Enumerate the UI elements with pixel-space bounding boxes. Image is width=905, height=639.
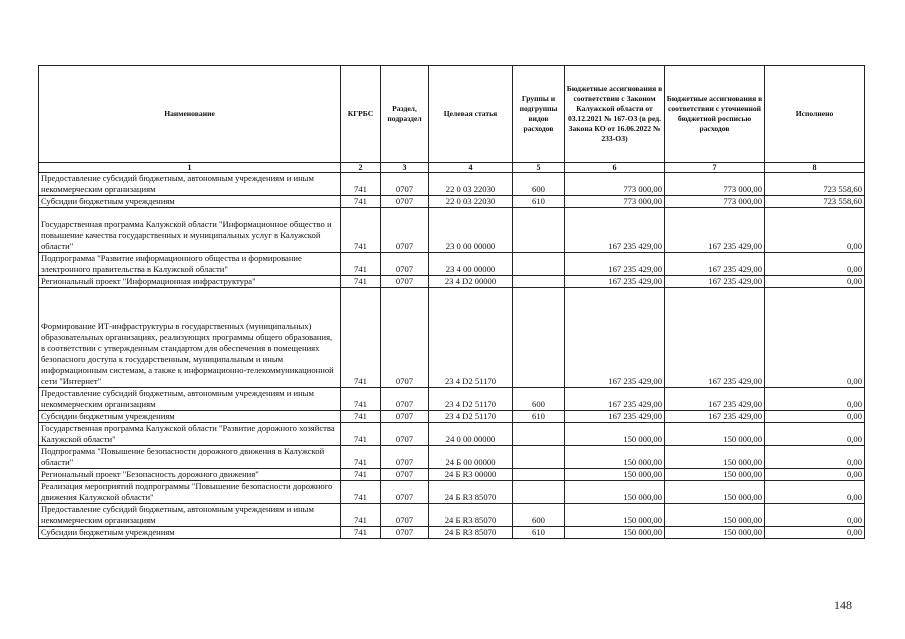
cell-executed: 0,00 — [765, 253, 865, 276]
table-row — [39, 423, 865, 446]
header-executed: Исполнено — [765, 66, 865, 163]
cell-budget-law: 167 235 429,00 — [565, 288, 665, 388]
cell-budget-refined: 150 000,00 — [665, 446, 765, 469]
cell-name: Субсидии бюджетным учреждениям — [39, 411, 341, 423]
cell-executed: 0,00 — [765, 504, 865, 527]
header-kgrbs: КГРБС — [341, 66, 381, 163]
cell-target: 23 4 D2 00000 — [429, 276, 513, 288]
cell-name: Региональный проект "Информационная инфраструктура" — [39, 276, 341, 288]
cell-group — [513, 469, 565, 481]
budget-table — [38, 65, 865, 539]
cell-name: Субсидии бюджетным учреждениям — [39, 527, 341, 539]
cell-group: 600 — [513, 388, 565, 411]
table-row — [39, 469, 865, 481]
cell-group — [513, 481, 565, 504]
column-number: 5 — [513, 163, 565, 173]
cell-kgrbs: 741 — [341, 288, 381, 388]
cell-target: 23 4 D2 51170 — [429, 411, 513, 423]
cell-budget-law: 167 235 429,00 — [565, 208, 665, 253]
budget-table-sheet — [38, 65, 864, 539]
cell-budget-refined: 167 235 429,00 — [665, 288, 765, 388]
cell-executed: 0,00 — [765, 288, 865, 388]
cell-executed: 723 558,60 — [765, 173, 865, 196]
cell-name: Государственная программа Калужской области "Информационное общество и повышение качества государственных и муниципальных услуг в Калужской области" — [39, 208, 341, 253]
cell-name: Реализация мероприятий подпрограммы "Повышение безопасности дорожного движения Калужской области" — [39, 481, 341, 504]
cell-section: 0707 — [381, 276, 429, 288]
cell-budget-law: 167 235 429,00 — [565, 276, 665, 288]
cell-kgrbs: 741 — [341, 423, 381, 446]
cell-name: Подпрограмма "Развитие информационного общества и формирование электронного правительства в Калужской области" — [39, 253, 341, 276]
cell-budget-law: 167 235 429,00 — [565, 411, 665, 423]
cell-kgrbs: 741 — [341, 276, 381, 288]
cell-section: 0707 — [381, 196, 429, 208]
cell-kgrbs: 741 — [341, 411, 381, 423]
cell-group: 600 — [513, 504, 565, 527]
cell-budget-refined: 773 000,00 — [665, 173, 765, 196]
table-body — [39, 163, 865, 539]
cell-target: 23 4 D2 51170 — [429, 288, 513, 388]
cell-budget-refined: 150 000,00 — [665, 481, 765, 504]
cell-kgrbs: 741 — [341, 446, 381, 469]
cell-section: 0707 — [381, 253, 429, 276]
cell-executed: 0,00 — [765, 469, 865, 481]
cell-budget-law: 773 000,00 — [565, 196, 665, 208]
table-row — [39, 276, 865, 288]
cell-executed: 0,00 — [765, 388, 865, 411]
column-number: 3 — [381, 163, 429, 173]
cell-budget-refined: 167 235 429,00 — [665, 388, 765, 411]
cell-name: Подпрограмма "Повышение безопасности дорожного движения в Калужской области" — [39, 446, 341, 469]
table-row — [39, 527, 865, 539]
table-row — [39, 173, 865, 196]
cell-section: 0707 — [381, 423, 429, 446]
cell-name: Региональный проект "Безопасность дорожного движения" — [39, 469, 341, 481]
header-row — [39, 66, 865, 163]
cell-target: 24 Б 00 00000 — [429, 446, 513, 469]
cell-target: 24 Б R3 85070 — [429, 527, 513, 539]
header-budget-refined: Бюджетные ассигнования в соответствии с уточненной бюджетной росписью расходов — [665, 66, 765, 163]
cell-section: 0707 — [381, 446, 429, 469]
cell-executed: 0,00 — [765, 527, 865, 539]
cell-section: 0707 — [381, 481, 429, 504]
cell-budget-law: 150 000,00 — [565, 504, 665, 527]
cell-target: 22 0 03 22030 — [429, 196, 513, 208]
cell-group — [513, 253, 565, 276]
cell-name: Предоставление субсидий бюджетным, автономным учреждениям и иным некоммерческим организациям — [39, 388, 341, 411]
cell-budget-law: 150 000,00 — [565, 446, 665, 469]
cell-executed: 0,00 — [765, 446, 865, 469]
cell-name: Формирование ИТ-инфраструктуры в государственных (муниципальных) образовательных организациях, реализующих программы общего образования, в соответствии с утвержденным стандартом для обеспечения в помещениях безопасного доступа к государственным, муниципальным и иным информационным системам, а также к информационно-телекоммуникационной сети "Интернет" — [39, 288, 341, 388]
cell-group — [513, 276, 565, 288]
table-row — [39, 388, 865, 411]
cell-kgrbs: 741 — [341, 504, 381, 527]
cell-kgrbs: 741 — [341, 196, 381, 208]
cell-group — [513, 446, 565, 469]
header-section: Раздел, подраздел — [381, 66, 429, 163]
table-row — [39, 481, 865, 504]
cell-budget-refined: 167 235 429,00 — [665, 208, 765, 253]
cell-target: 24 Б R3 85070 — [429, 504, 513, 527]
cell-section: 0707 — [381, 504, 429, 527]
column-number: 2 — [341, 163, 381, 173]
table-row — [39, 208, 865, 253]
cell-name: Предоставление субсидий бюджетным, автономным учреждениям и иным некоммерческим организациям — [39, 173, 341, 196]
cell-executed: 0,00 — [765, 208, 865, 253]
cell-target: 22 0 03 22030 — [429, 173, 513, 196]
cell-target: 24 0 00 00000 — [429, 423, 513, 446]
cell-target: 23 4 00 00000 — [429, 253, 513, 276]
column-number: 8 — [765, 163, 865, 173]
cell-name: Субсидии бюджетным учреждениям — [39, 196, 341, 208]
cell-executed: 0,00 — [765, 481, 865, 504]
cell-kgrbs: 741 — [341, 208, 381, 253]
cell-name: Государственная программа Калужской области "Развитие дорожного хозяйства Калужской области" — [39, 423, 341, 446]
cell-budget-refined: 167 235 429,00 — [665, 411, 765, 423]
table-row — [39, 288, 865, 388]
cell-target: 24 Б R3 00000 — [429, 469, 513, 481]
cell-section: 0707 — [381, 411, 429, 423]
cell-name: Предоставление субсидий бюджетным, автономным учреждениям и иным некоммерческим организациям — [39, 504, 341, 527]
cell-section: 0707 — [381, 388, 429, 411]
cell-group — [513, 288, 565, 388]
cell-section: 0707 — [381, 173, 429, 196]
header-target: Целевая статья — [429, 66, 513, 163]
cell-group: 610 — [513, 411, 565, 423]
column-number: 7 — [665, 163, 765, 173]
cell-budget-refined: 150 000,00 — [665, 423, 765, 446]
cell-section: 0707 — [381, 527, 429, 539]
cell-budget-law: 150 000,00 — [565, 481, 665, 504]
cell-group — [513, 423, 565, 446]
cell-group: 610 — [513, 196, 565, 208]
column-number: 4 — [429, 163, 513, 173]
cell-kgrbs: 741 — [341, 481, 381, 504]
cell-group — [513, 208, 565, 253]
cell-budget-law: 773 000,00 — [565, 173, 665, 196]
cell-budget-refined: 167 235 429,00 — [665, 276, 765, 288]
cell-budget-refined: 150 000,00 — [665, 469, 765, 481]
cell-budget-law: 150 000,00 — [565, 469, 665, 481]
cell-kgrbs: 741 — [341, 469, 381, 481]
header-name: Наименование — [39, 66, 341, 163]
cell-budget-law: 150 000,00 — [565, 423, 665, 446]
cell-budget-law: 150 000,00 — [565, 527, 665, 539]
cell-target: 23 0 00 00000 — [429, 208, 513, 253]
cell-kgrbs: 741 — [341, 527, 381, 539]
header-budget-law: Бюджетные ассигнования в соответствии с Законом Калужской области от 03.12.2021 № 167-ОЗ (в ред. Закона КО от 16.06.2022 № 233-ОЗ) — [565, 66, 665, 163]
cell-group: 600 — [513, 173, 565, 196]
cell-budget-refined: 150 000,00 — [665, 504, 765, 527]
cell-section: 0707 — [381, 288, 429, 388]
cell-executed: 0,00 — [765, 276, 865, 288]
cell-section: 0707 — [381, 208, 429, 253]
table-row — [39, 504, 865, 527]
cell-budget-refined: 150 000,00 — [665, 527, 765, 539]
cell-executed: 723 558,60 — [765, 196, 865, 208]
column-number: 1 — [39, 163, 341, 173]
cell-group: 610 — [513, 527, 565, 539]
header-groups: Группы и подгруппы видов расходов — [513, 66, 565, 163]
page-number: 148 — [834, 598, 852, 612]
table-row — [39, 253, 865, 276]
cell-budget-law: 167 235 429,00 — [565, 253, 665, 276]
cell-budget-refined: 167 235 429,00 — [665, 253, 765, 276]
cell-executed: 0,00 — [765, 411, 865, 423]
cell-executed: 0,00 — [765, 423, 865, 446]
table-row — [39, 196, 865, 208]
cell-section: 0707 — [381, 469, 429, 481]
cell-kgrbs: 741 — [341, 173, 381, 196]
column-number: 6 — [565, 163, 665, 173]
cell-budget-law: 167 235 429,00 — [565, 388, 665, 411]
table-row — [39, 411, 865, 423]
cell-kgrbs: 741 — [341, 253, 381, 276]
table-row — [39, 446, 865, 469]
cell-kgrbs: 741 — [341, 388, 381, 411]
cell-target: 23 4 D2 51170 — [429, 388, 513, 411]
column-number-row — [39, 163, 865, 173]
cell-budget-refined: 773 000,00 — [665, 196, 765, 208]
cell-target: 24 Б R3 85070 — [429, 481, 513, 504]
